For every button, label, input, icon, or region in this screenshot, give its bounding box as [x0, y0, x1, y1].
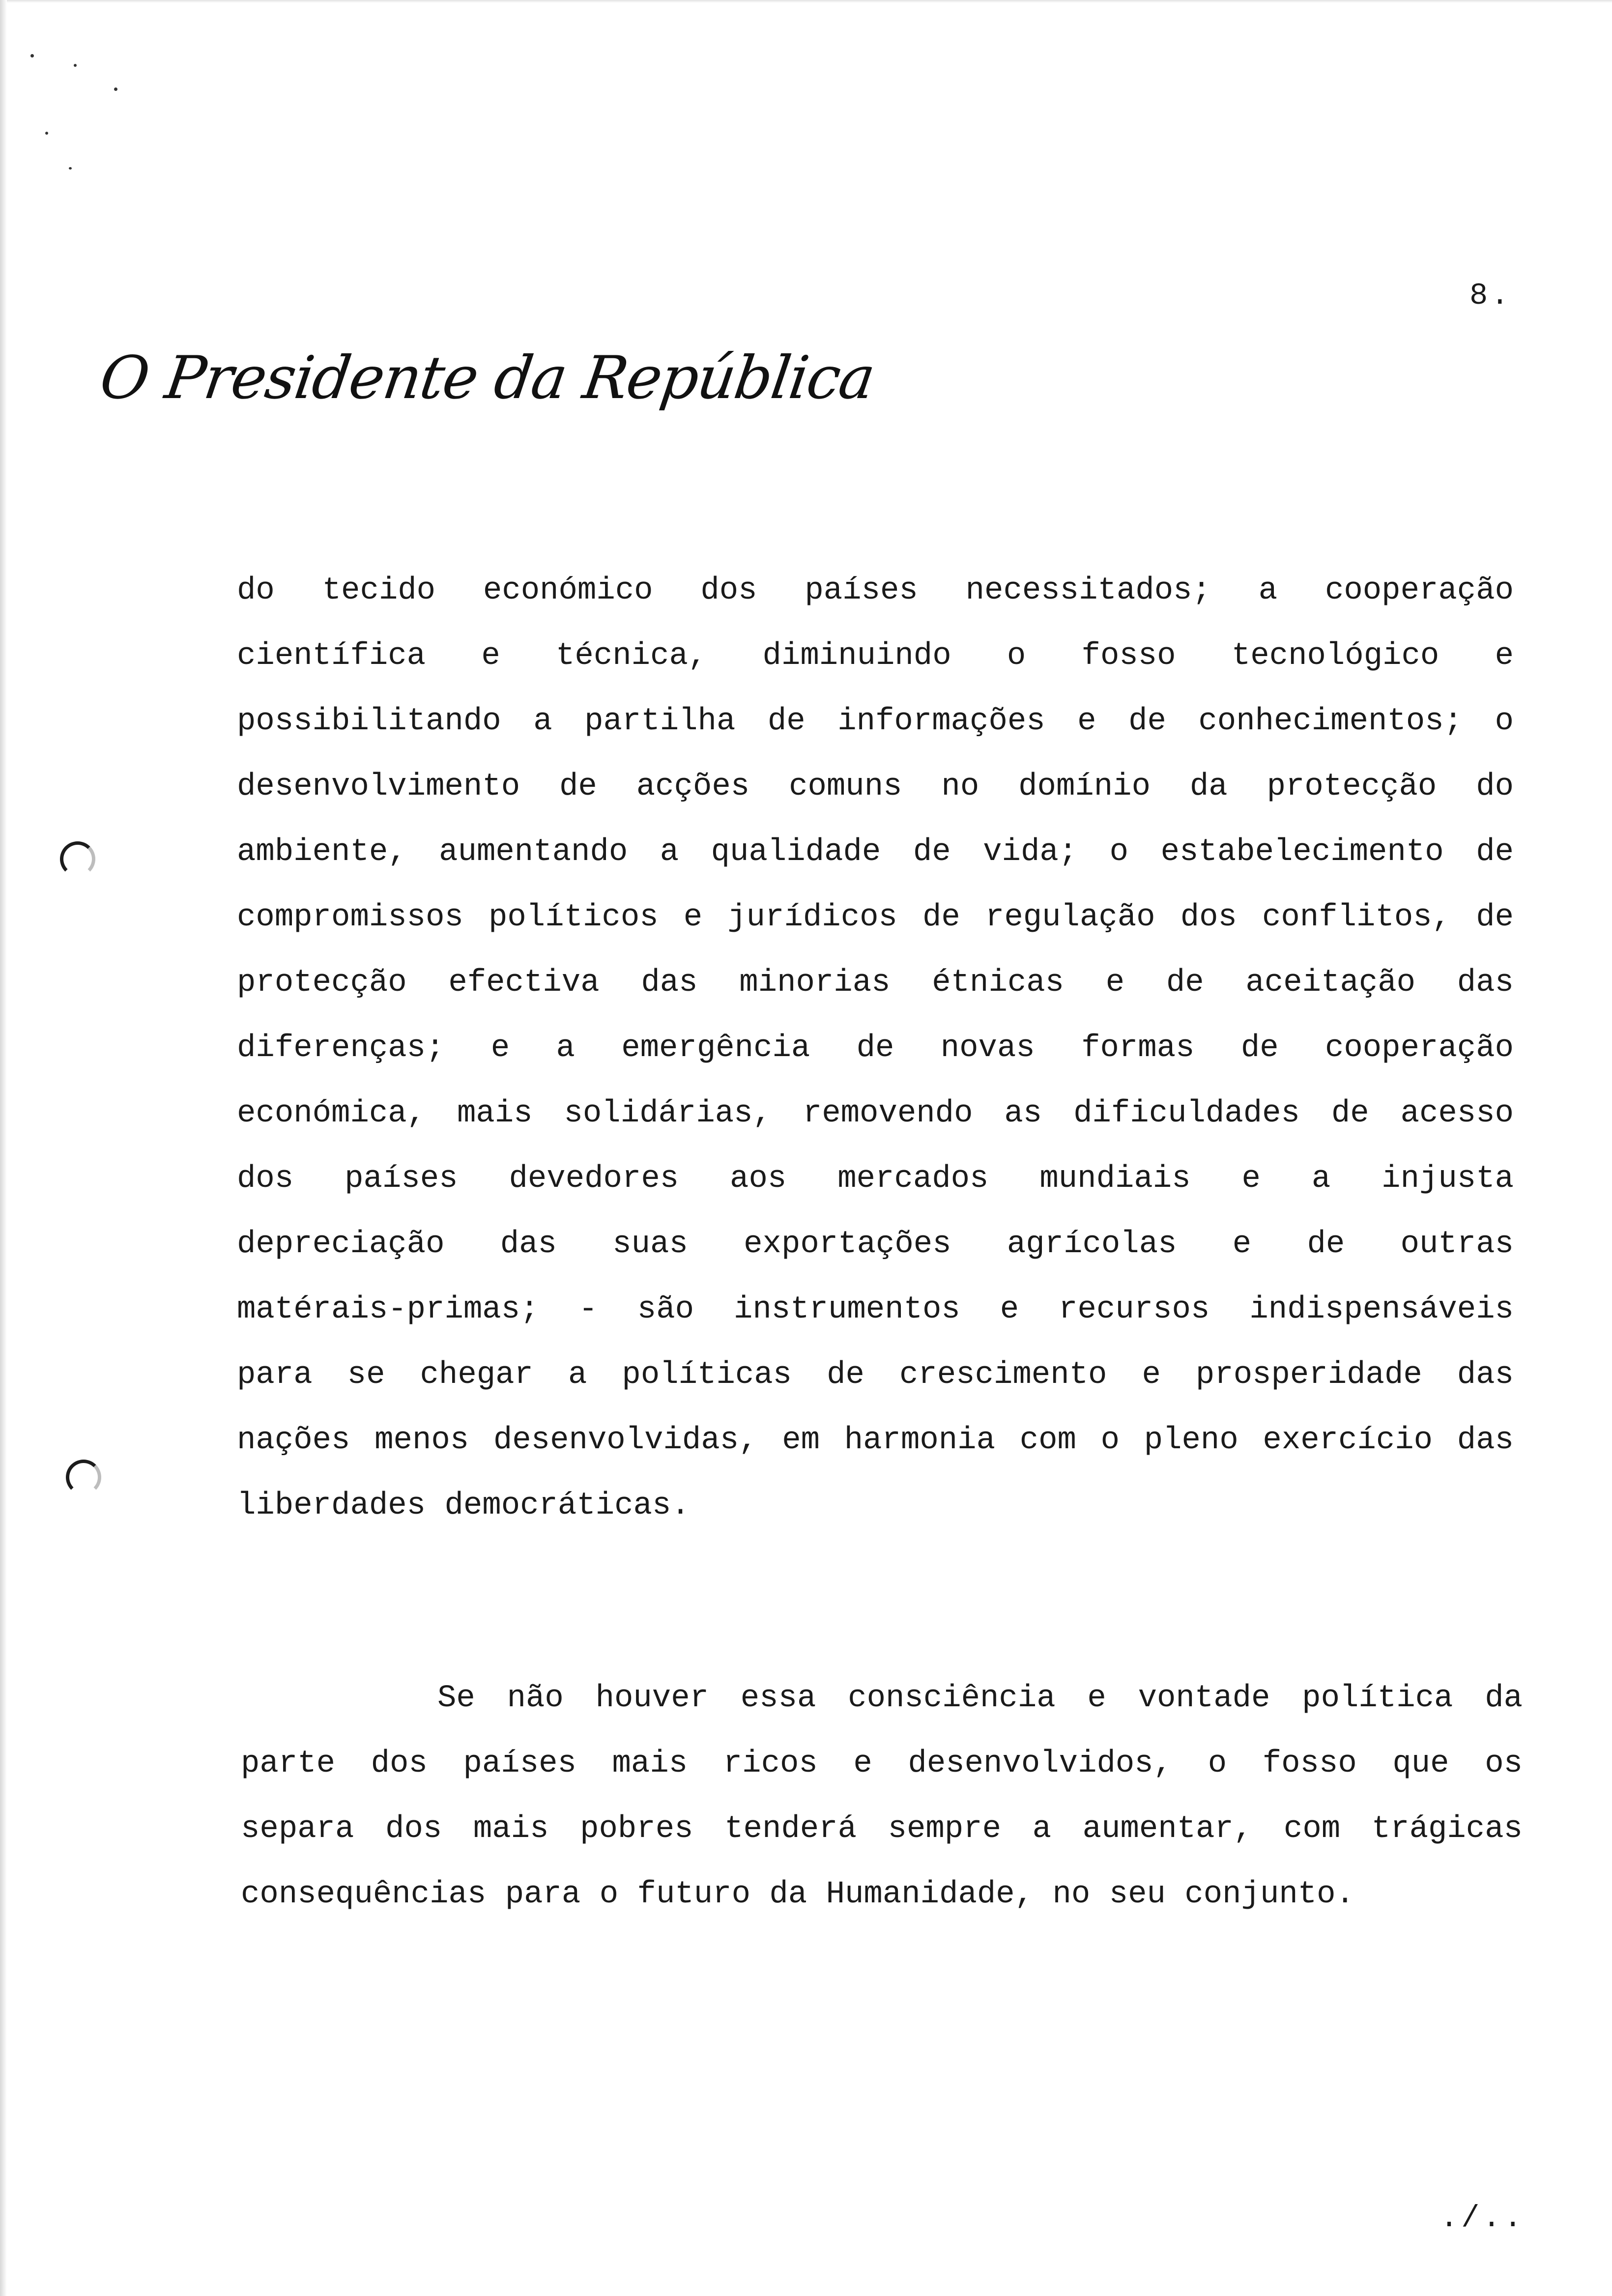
scan-speck	[74, 64, 77, 67]
text-line: consequências para o futuro da Humanidade, no seu conjunto.	[241, 1877, 1354, 1912]
text-line: Se não houver essa consciência e vontade política da	[437, 1681, 1523, 1716]
text-line: para se chegar a políticas de crescimento e prosperidade das	[237, 1357, 1514, 1393]
text-line: liberdades democráticas.	[237, 1488, 690, 1523]
text-line: possibilitando a partilha de informações e de conhecimentos; o	[237, 704, 1514, 739]
text-line: compromissos políticos e jurídicos de regulação dos conflitos, de	[237, 900, 1514, 935]
punch-hole-lower	[66, 1460, 101, 1495]
text-line: separa dos mais pobres tenderá sempre a aumentar, com trágicas	[241, 1811, 1523, 1847]
scan-top-edge	[0, 0, 1612, 3]
text-line: económica, mais solidárias, removendo as dificuldades de acesso	[237, 1096, 1514, 1131]
text-line: matérais-primas; - são instrumentos e recursos indispensáveis	[237, 1292, 1514, 1327]
scan-speck	[45, 132, 48, 135]
text-line: depreciação das suas exportações agrícolas e de outras	[237, 1227, 1514, 1262]
continuation-mark: ./..	[1440, 2201, 1525, 2236]
text-line: científica e técnica, diminuindo o fosso tecnológico e	[237, 638, 1514, 674]
text-line: dos países devedores aos mercados mundiais e a injusta	[237, 1161, 1514, 1197]
text-line: parte dos países mais ricos e desenvolvidos, o fosso que os	[241, 1746, 1523, 1781]
punch-hole-upper	[60, 841, 95, 877]
letterhead-script: O Presidente da República	[96, 344, 879, 412]
text-line: desenvolvimento de acções comuns no domínio da protecção do	[237, 769, 1514, 804]
scan-speck	[30, 54, 34, 57]
text-line: protecção efectiva das minorias étnicas e de aceitação das	[237, 965, 1514, 1001]
page-number: 8.	[1469, 278, 1512, 313]
text-line: nações menos desenvolvidas, em harmonia com o pleno exercício das	[237, 1423, 1514, 1458]
text-line: ambiente, aumentando a qualidade de vida; o estabelecimento de	[237, 834, 1514, 870]
text-line: do tecido económico dos países necessitados; a cooperação	[237, 573, 1514, 608]
text-line: diferenças; e a emergência de novas formas de cooperação	[237, 1031, 1514, 1066]
scan-speck	[69, 167, 72, 170]
scan-speck	[114, 87, 117, 91]
scan-left-edge	[0, 0, 7, 2296]
